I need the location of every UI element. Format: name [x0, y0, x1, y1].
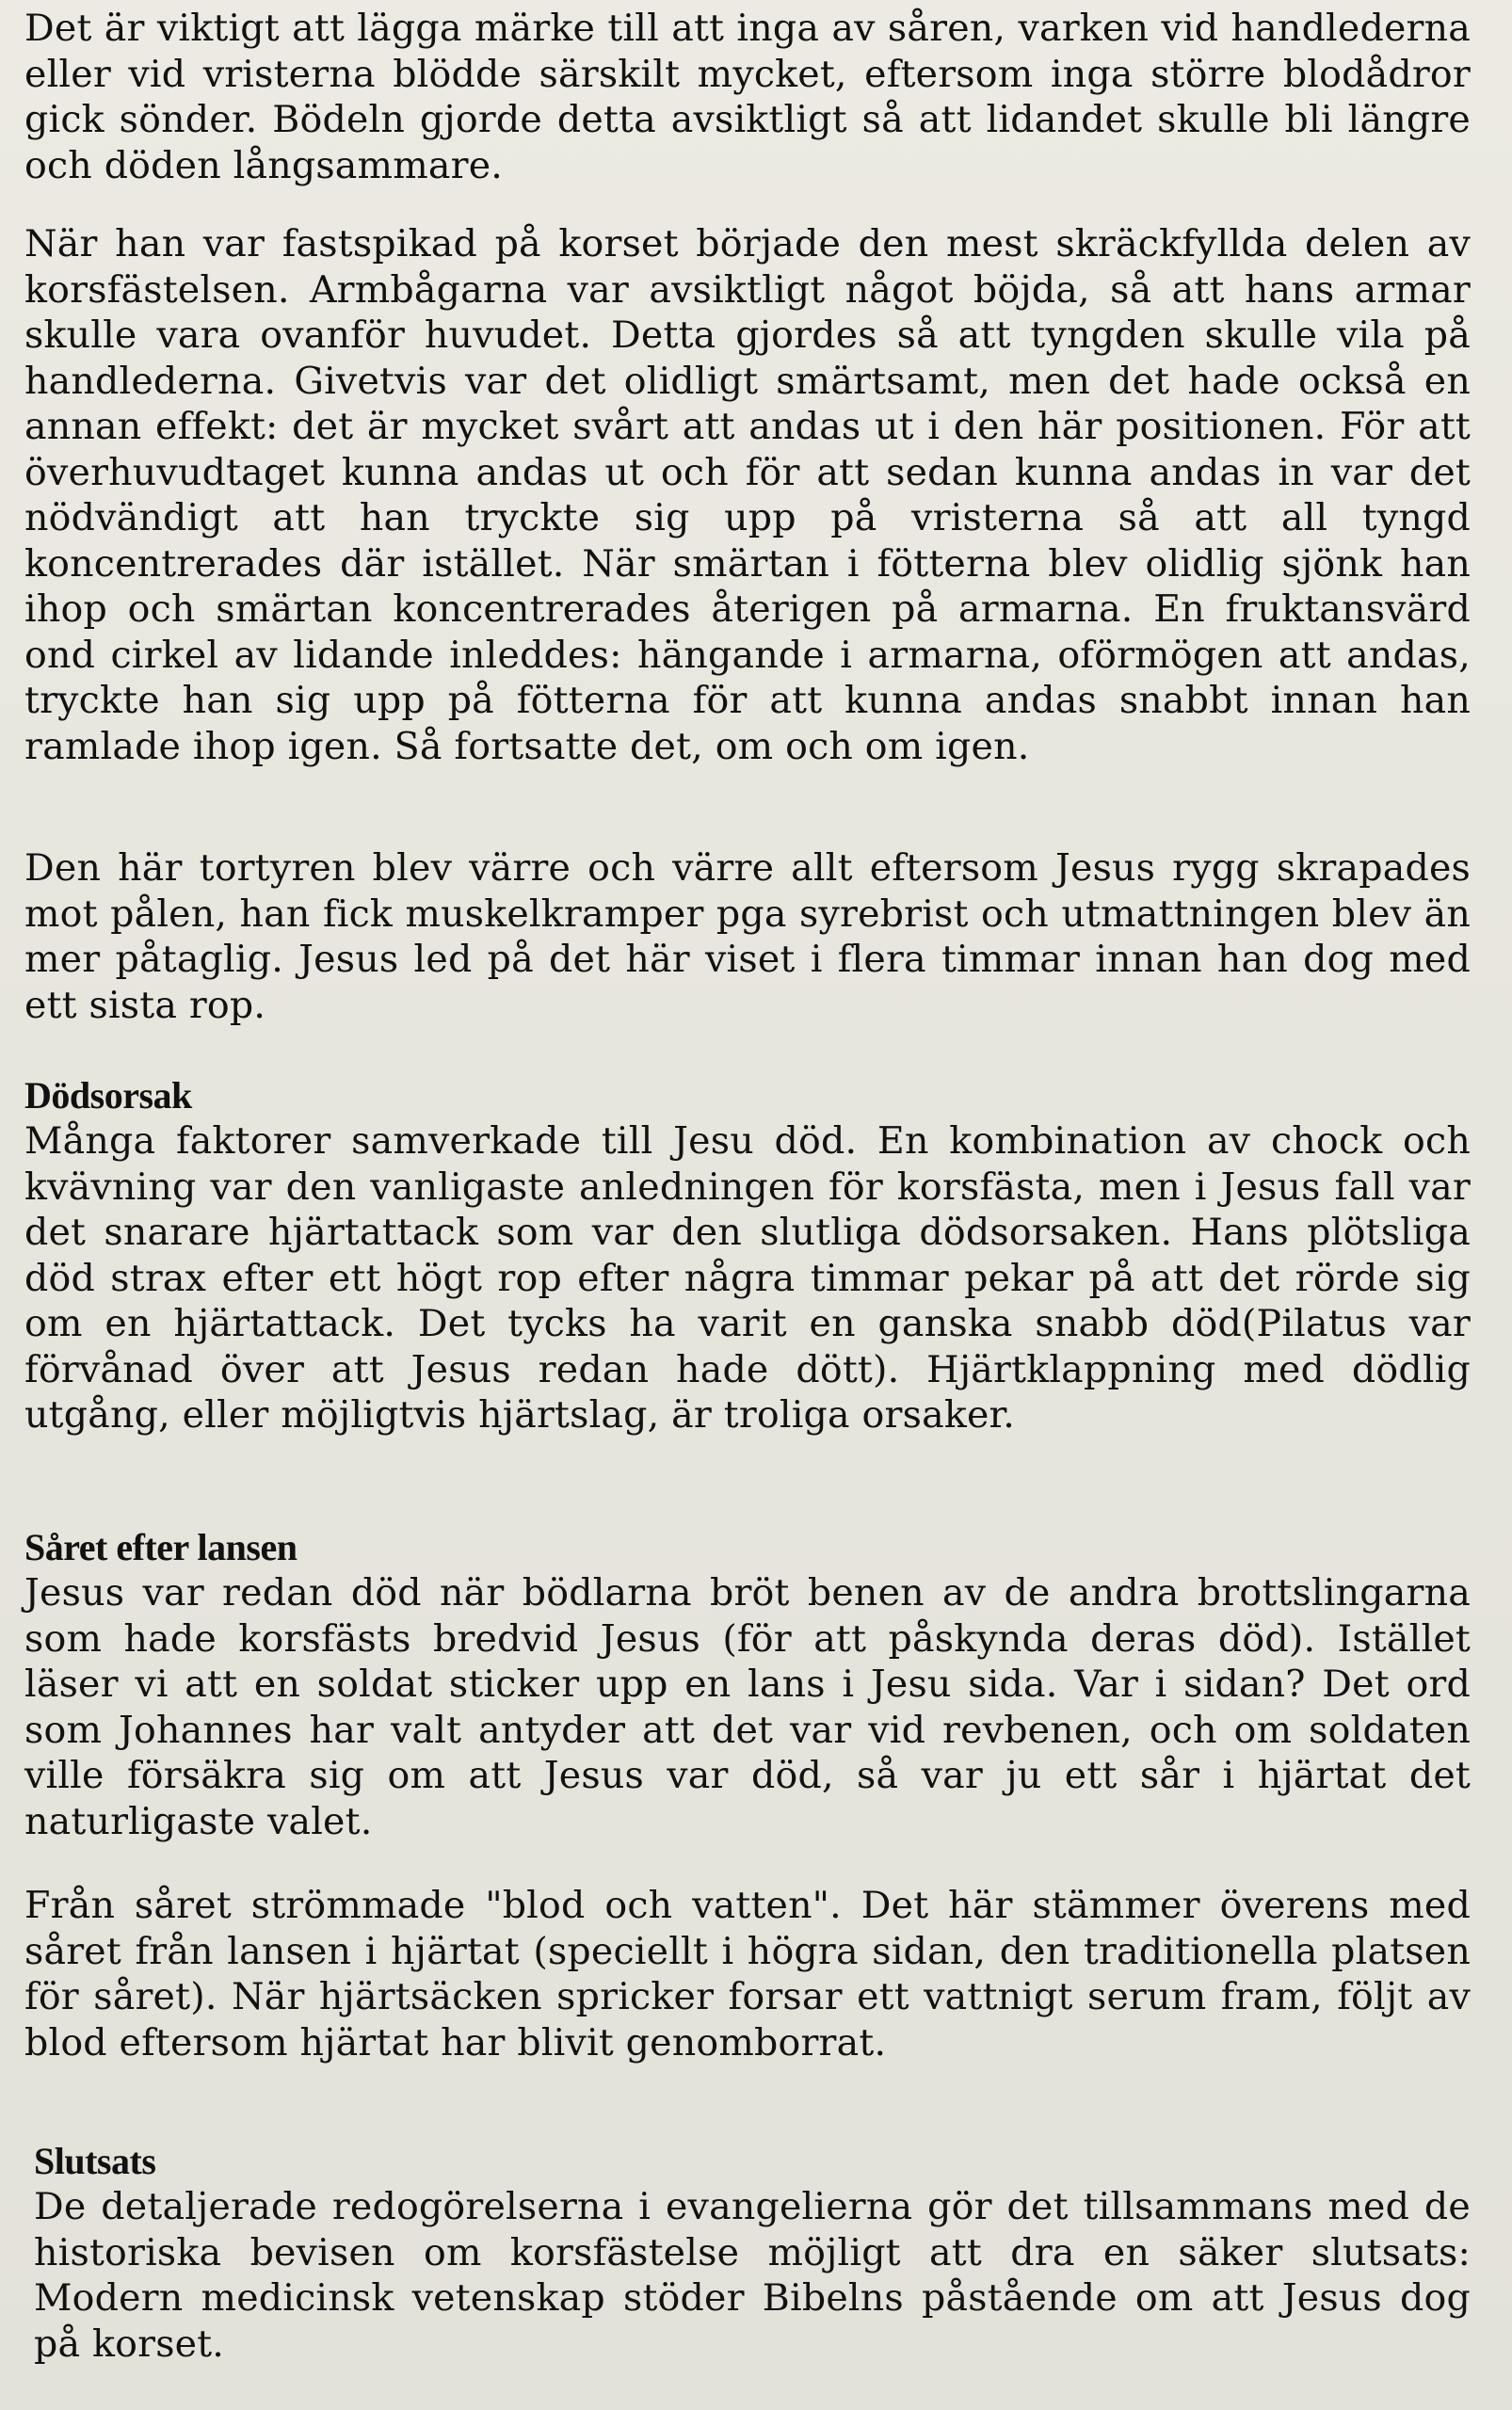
- paragraph-conclusion: De detaljerade redogörelserna i evangelierna gör det tillsammans med de historiska bevisen om korsfästelse möjligt att dra en säker slutsats: Modern medicinsk vetenskap stöder Bibelns påstående om att Jesus dog på korset.: [34, 2185, 1471, 2366]
- paragraph-blood-and-water: Från såret strömmade "blod och vatten". Det här stämmer överens med såret från lansen i hjärtat (speciellt i högra sidan, den traditionella platsen för såret). När hjärtsäcken spricker forsar ett vattnigt serum fram, följt av blod eftersom hjärtat har blivit genomborrat.: [24, 1884, 1471, 2065]
- heading-conclusion: Slutsats: [34, 2140, 156, 2182]
- section-conclusion: [34, 2139, 1471, 2367]
- section-cause-of-death: [24, 1073, 1471, 1438]
- heading-spear-wound: Såret efter lansen: [24, 1526, 298, 1568]
- heading-cause-of-death: Dödsorsak: [24, 1074, 192, 1117]
- section-spear-wound: [24, 1525, 1471, 1844]
- paragraph-crucifixion-suffering: När han var fastspikad på korset började den mest skräckfyllda delen av korsfästelsen. Armbågarna var avsiktligt något böjda, så att hans armar skulle vara ovanför huvudet. Detta gjordes så att tyngden skulle vila på handlederna. Givetvis var det olidligt smärtsamt, men det hade också en annan effekt: det är mycket svårt att andas ut i den här positionen. För att överhuvudtaget kunna andas ut och för att sedan kunna andas in var det nödvändigt att han tryckte sig upp på vristerna så att all tyngd koncentrerades där istället. När smärtan i fötterna blev olidlig sjönk han ihop och smärtan koncentrerades återigen på armarna. En fruktansvärd ond cirkel av lidande inleddes: hängande i armarna, oförmögen att andas, tryckte han sig upp på fötterna för att kunna andas snabbt innan han ramlade ihop igen. Så fortsatte det, om och om igen.: [24, 222, 1471, 768]
- paragraph-spear-wound: Jesus var redan död när bödlarna bröt benen av de andra brottslingarna som hade korsfästs bredvid Jesus (för att påskynda deras död). Istället läser vi att en soldat sticker upp en lans i Jesu sida. Var i sidan? Det ord som Johannes har valt antyder att det var vid revbenen, och om soldaten ville försäkra sig om att Jesus var död, så var ju ett sår i hjärtat det naturligaste valet.: [24, 1571, 1471, 1843]
- paragraph-cause-of-death: Många faktorer samverkade till Jesu död. En kombination av chock och kvävning var den vanligaste anledningen för korsfästa, men i Jesus fall var det snarare hjärtattack som var den slutliga dödsorsaken. Hans plötsliga död strax efter ett högt rop efter några timmar pekar på att det rörde sig om en hjärtattack. Det tycks ha varit en ganska snabb död(Pilatus var förvånad över att Jesus redan hade dött). Hjärtklappning med dödlig utgång, eller möjligtvis hjärtslag, är troliga orsaker.: [24, 1119, 1471, 1437]
- paragraph-torture-worsening: Den här tortyren blev värre och värre allt eftersom Jesus rygg skrapades mot pålen, han fick muskelkramper pga syrebrist och utmattningen blev än mer påtaglig. Jesus led på det här viset i flera timmar innan han dog med ett sista rop.: [24, 846, 1471, 1027]
- paragraph-wounds-bleeding: Det är viktigt att lägga märke till att inga av såren, varken vid handlederna eller vid vristerna blödde särskilt mycket, eftersom inga större blodådror gick sönder. Bödeln gjorde detta avsiktligt så att lidandet skulle bli längre och döden långsammare.: [24, 7, 1471, 187]
